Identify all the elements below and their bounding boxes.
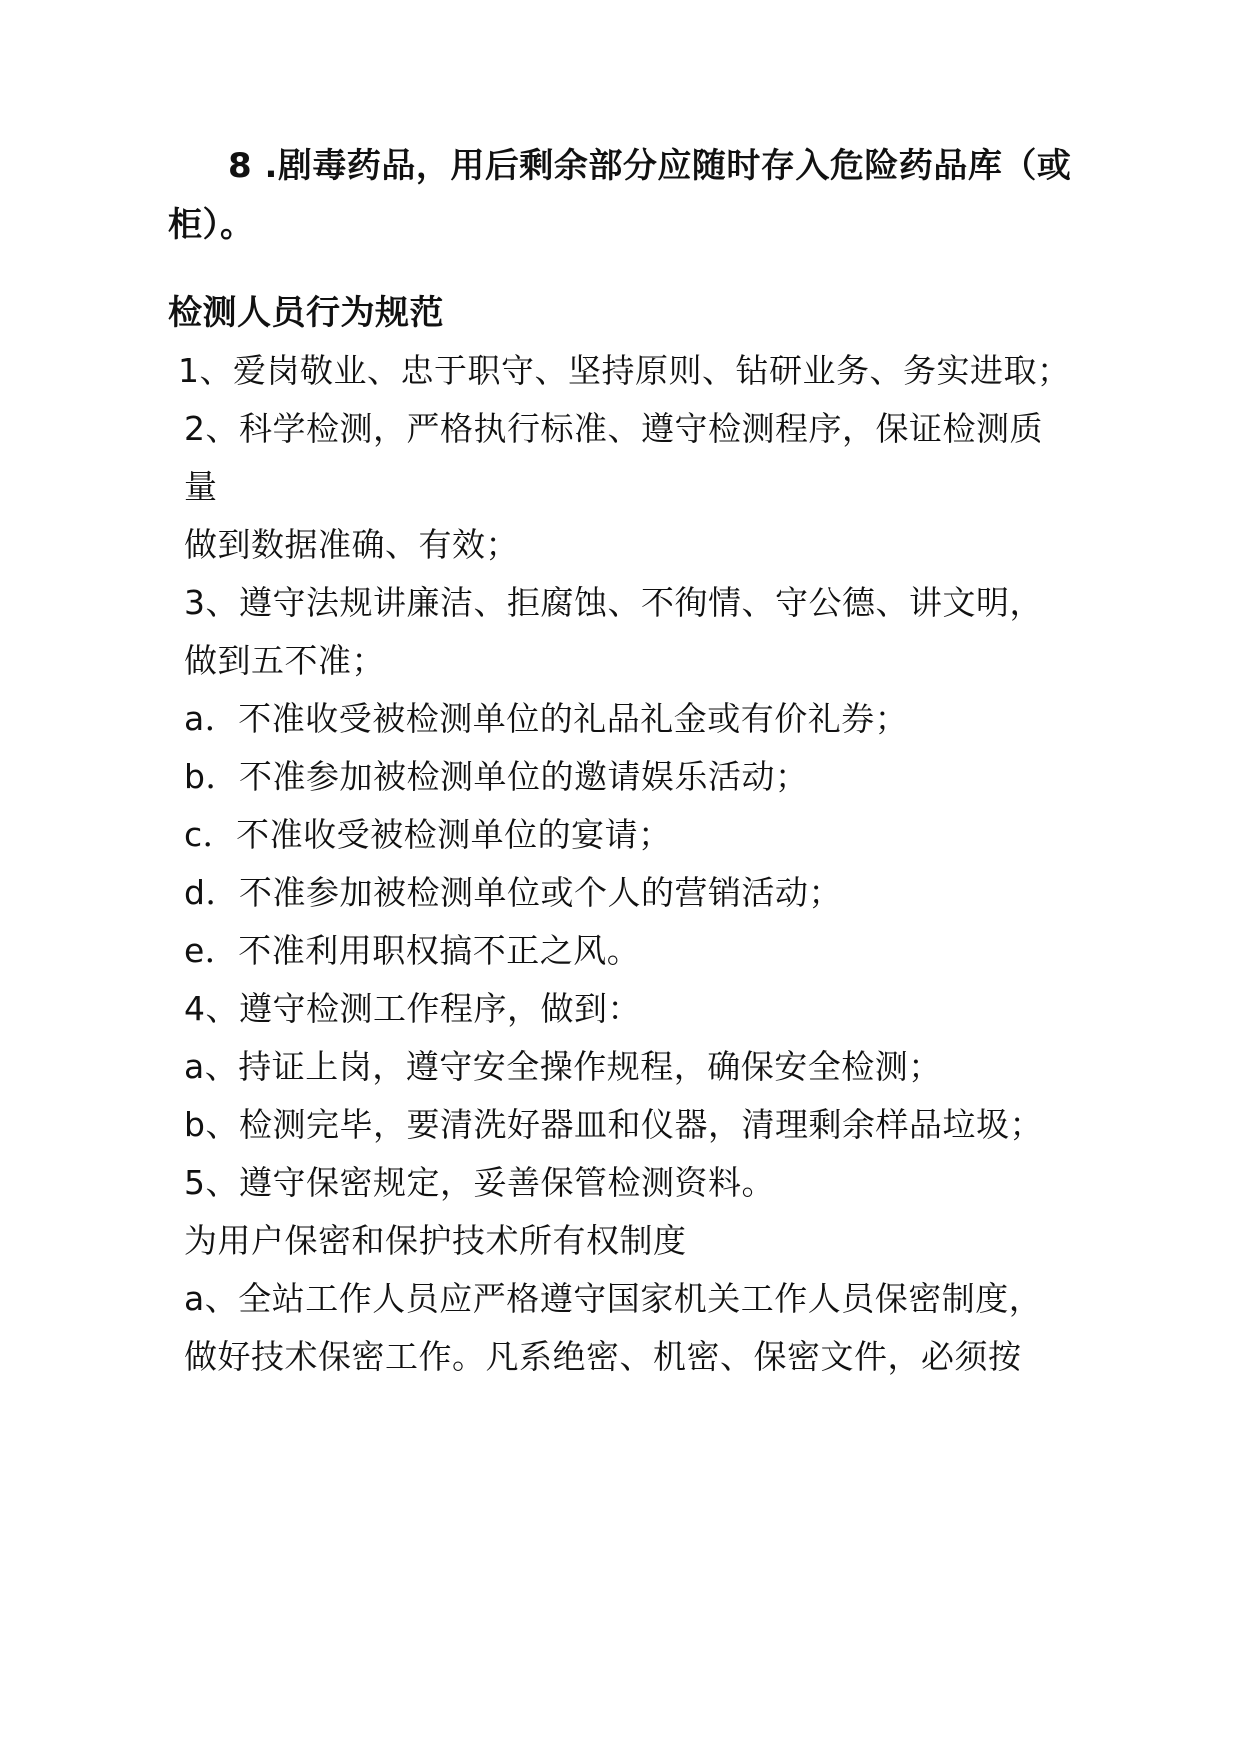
- list-item: d．不准参加被检测单位或个人的营销活动；: [184, 873, 842, 912]
- list-item: a．不准收受被检测单位的礼品礼金或有价礼券；: [184, 699, 909, 738]
- list-item: 1、爱岗敬业、忠于职守、坚持原则、钻研业务、务实进取；: [178, 351, 1071, 390]
- list-item: 做到数据准确、有效；: [184, 525, 519, 564]
- list-item: 做好技术保密工作。凡系绝密、机密、保密文件，必须按: [184, 1337, 1022, 1376]
- list-item: a、全站工作人员应严格遵守国家机关工作人员保密制度，: [184, 1279, 1043, 1318]
- subsection-title: 为用户保密和保护技术所有权制度: [184, 1221, 687, 1260]
- list-item: c．不准收受被检测单位的宴请；: [184, 815, 672, 854]
- list-item: e．不准利用职权搞不正之风。: [184, 931, 641, 970]
- intro-line-2: 柜）。: [168, 205, 255, 245]
- list-item: 做到五不准；: [184, 641, 385, 680]
- list-item: 量: [184, 467, 218, 506]
- list-item: 4、遵守检测工作程序，做到：: [184, 989, 641, 1028]
- intro-line-1: 8 .剧毒药品，用后剩余部分应随时存入危险药品库（或: [228, 146, 1072, 186]
- list-item: 5、遵守保密规定，妥善保管检测资料。: [184, 1163, 775, 1202]
- section-heading: 检测人员行为规范: [168, 293, 444, 333]
- list-item: b、检测完毕，要清洗好器皿和仪器，清理剩余样品垃圾；: [184, 1105, 1043, 1144]
- list-item: b．不准参加被检测单位的邀请娱乐活动；: [184, 757, 809, 796]
- list-item: a、持证上岗，遵守安全操作规程，确保安全检测；: [184, 1047, 942, 1086]
- list-item: 3、遵守法规讲廉洁、拒腐蚀、不徇情、守公德、讲文明，: [184, 583, 1043, 622]
- list-item: 2、科学检测，严格执行标准、遵守检测程序，保证检测质: [184, 409, 1043, 448]
